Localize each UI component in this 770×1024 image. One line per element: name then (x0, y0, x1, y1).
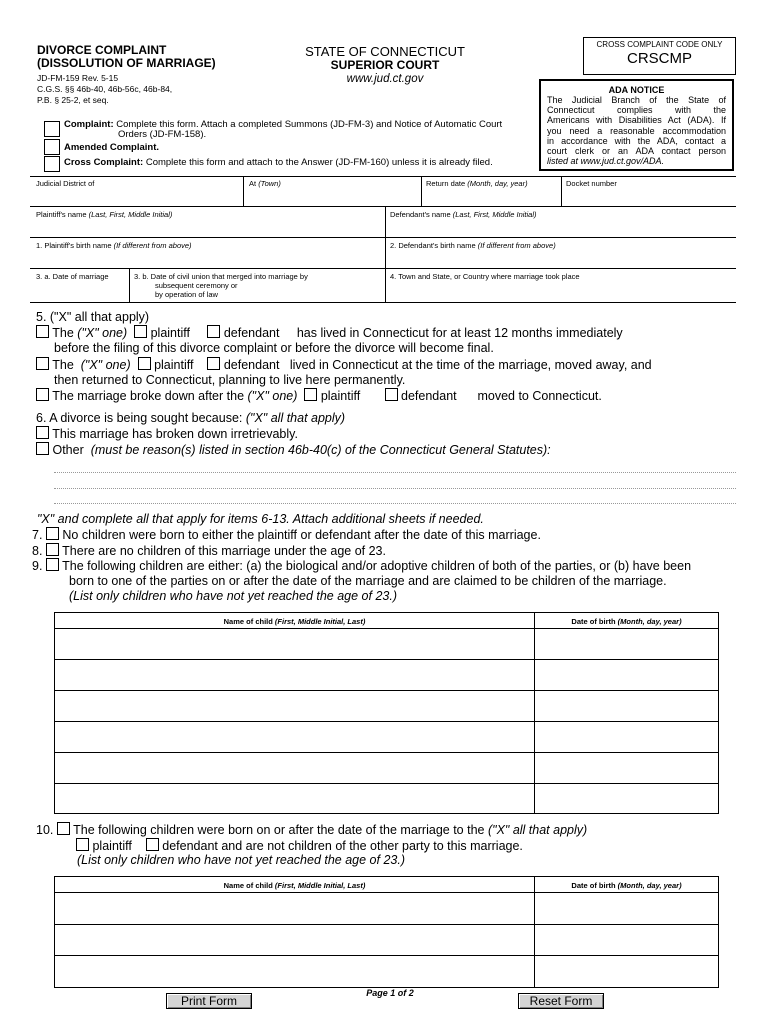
reset-form-button[interactable]: Reset Form (518, 993, 604, 1009)
item10-defendant: defendant and are not children of the other party to this marriage. (162, 839, 523, 853)
col-dob-label: Date of birth (571, 881, 616, 890)
return-date-field[interactable] (426, 179, 528, 188)
item5-opt2-cont: then returned to Connecticut, planning to live here permanently. (54, 373, 406, 387)
at-town-field[interactable] (249, 179, 281, 188)
item5-opt1-text: has lived in Connecticut for at least 12 months immediately (296, 326, 623, 340)
item5-opt2-checkbox[interactable] (36, 357, 49, 370)
item6-other-hint: (must be reason(s) listed in section 46b-40(c) of the Connecticut General Statutes): (90, 443, 551, 457)
plaintiff-name-hint: (Last, First, Middle Initial) (88, 210, 173, 219)
cross-label: Cross Complaint: (64, 157, 144, 168)
ada-line: Connecticut complies with the (547, 105, 726, 116)
complaint-checkbox[interactable] (44, 121, 60, 137)
ada-notice (539, 79, 734, 171)
plaintiff-name-label: Plaintiff's name (36, 210, 87, 219)
judicial-district-field[interactable] (36, 179, 94, 188)
amended-checkbox[interactable] (44, 139, 60, 155)
item5-opt3-plaintiff-checkbox[interactable] (304, 388, 317, 401)
item9 (32, 558, 691, 574)
cross-text: Complete this form and attach to the Answer (JD-FM-160) unless it is already filed. (145, 157, 493, 168)
item5-option2 (36, 357, 652, 373)
children-table-1 (54, 612, 719, 814)
item8 (32, 543, 386, 559)
plaintiff-name-field[interactable] (36, 210, 172, 219)
item5-opt3-tail: moved to Connecticut. (477, 389, 602, 403)
table-row[interactable] (55, 924, 718, 925)
item6-option1 (36, 426, 298, 442)
item5-plaintiff: plaintiff (150, 326, 190, 340)
docket-number-field[interactable] (566, 179, 617, 188)
item9-text: The following children are either: (a) the biological and/or adoptive children of both of the parties, or (b) have been (62, 559, 692, 573)
defendant-name-label: Defendant's name (390, 210, 451, 219)
item6-opt1-text: This marriage has broken down irretrievably. (52, 427, 298, 441)
item7-number: 7. (32, 528, 43, 542)
item5-plaintiff: plaintiff (154, 358, 194, 372)
item8-text: There are no children of this marriage under the age of 23. (62, 544, 386, 558)
items-instruction: "X" and complete all that apply for items 6-13. Attach additional sheets if needed. (37, 512, 484, 526)
civil-union-field[interactable] (134, 272, 308, 299)
defendant-birth-hint: (If different from above) (477, 241, 556, 250)
item10-defendant-checkbox[interactable] (146, 838, 159, 851)
item5-opt3-defendant-checkbox[interactable] (385, 388, 398, 401)
civil-union-label: subsequent ceremony or (155, 281, 238, 290)
grid-line (421, 176, 422, 206)
item10-number: 10. (36, 823, 54, 837)
at-hint: (Town) (258, 179, 281, 188)
reason-line-3[interactable] (54, 503, 736, 504)
item5-heading-text: 5. ("X" all that apply) (36, 310, 150, 324)
print-form-button[interactable]: Print Form (166, 993, 252, 1009)
item9-cont: born to one of the parties on or after the date of the marriage and are claimed to be children of the marriage. (69, 574, 667, 588)
item5-opt1-checkbox[interactable] (36, 325, 49, 338)
item6-heading (36, 411, 345, 426)
table-divider (534, 877, 535, 987)
table-row[interactable] (55, 628, 718, 629)
table-row[interactable] (55, 752, 718, 753)
item5-the: The (52, 326, 74, 340)
code-box (583, 37, 736, 75)
ada-line: Americans with Disabilities Act (ADA). If (547, 115, 726, 126)
court-header (280, 45, 490, 86)
grid-line (30, 176, 736, 177)
item9-checkbox[interactable] (46, 558, 59, 571)
item5-plaintiff: plaintiff (320, 389, 361, 403)
item5-x-one: ("X" one) (80, 358, 131, 372)
form-title (37, 44, 216, 70)
item5-option3 (36, 388, 602, 404)
item5-heading (36, 310, 149, 325)
form-number: JD-FM-159 Rev. 5-15 (37, 73, 119, 83)
children-table-2 (54, 876, 719, 988)
return-date-label: Return date (426, 179, 466, 188)
judicial-district-label: Judicial District of (36, 179, 95, 188)
code-value[interactable]: CRSCMP (626, 50, 692, 67)
ada-line: you need a reasonable accommodation (547, 125, 726, 136)
item8-number: 8. (32, 544, 43, 558)
item5-opt3-text: The marriage broke down after the (52, 389, 245, 403)
complaint-text: Complete this form. Attach a completed Summons (JD-FM-3) and Notice of Automatic Court (116, 119, 503, 130)
complaint-label: Complaint: (64, 119, 114, 130)
statutes: C.G.S. §§ 46b-40, 46b-56c, 46b-84, (37, 84, 173, 94)
table2-dob-header (535, 880, 718, 891)
civil-union-label: 3. b. Date of civil union that merged into marriage by (134, 272, 308, 281)
marriage-date-label: 3. a. Date of marriage (36, 272, 109, 281)
marriage-place-field[interactable] (390, 272, 580, 281)
state-name: STATE OF CONNECTICUT (305, 44, 465, 59)
item6-heading-hint: ("X" all that apply) (245, 411, 346, 425)
item5-opt2-defendant-checkbox[interactable] (207, 357, 220, 370)
item6-other: Other (52, 443, 84, 457)
item5-defendant: defendant (401, 389, 457, 403)
table2-name-header (55, 880, 534, 891)
item10-checkbox[interactable] (57, 822, 70, 835)
grid-line (30, 237, 736, 238)
col-dob-hint: (Month, day, year) (617, 617, 682, 626)
item5-x-one: ("X" one) (247, 389, 298, 403)
grid-line (30, 302, 736, 303)
item6-other-checkbox[interactable] (36, 442, 49, 455)
grid-line (243, 176, 244, 206)
grid-line (129, 268, 130, 302)
grid-line (30, 206, 736, 207)
practice-book: P.B. § 25-2, et seq. (37, 95, 109, 105)
table1-dob-header (535, 616, 718, 627)
plaintiff-birth-label: 1. Plaintiff's birth name (36, 241, 112, 250)
table1-name-header (55, 616, 534, 627)
ada-line: in accordance with the ADA, contact a (547, 135, 726, 146)
item10-parties (76, 838, 523, 854)
item7 (32, 527, 541, 543)
grid-line (30, 268, 736, 269)
cross-complaint-checkbox[interactable] (44, 156, 60, 172)
ada-title: ADA NOTICE (608, 85, 665, 95)
col-name-hint: (First, Middle Initial, Last) (274, 881, 366, 890)
marriage-place-label: 4. Town and State, or Country where marriage took place (390, 272, 580, 281)
item8-checkbox[interactable] (46, 543, 59, 556)
item6-heading-text: 6. A divorce is being sought because: (36, 411, 243, 425)
grid-line (385, 206, 386, 302)
item6-irretrievable-checkbox[interactable] (36, 426, 49, 439)
ada-line: court clerk or an ADA contact person (547, 146, 726, 157)
item5-x-one: ("X" one) (77, 326, 128, 340)
col-dob-hint: (Month, day, year) (617, 881, 682, 890)
item5-defendant: defendant (223, 326, 280, 340)
item9-number: 9. (32, 559, 43, 573)
court-website: www.jud.ct.gov (346, 73, 424, 85)
col-name-hint: (First, Middle Initial, Last) (274, 617, 366, 626)
defendant-birth-label: 2. Defendant's birth name (390, 241, 476, 250)
col-dob-label: Date of birth (571, 617, 616, 626)
table-row[interactable] (55, 955, 718, 956)
page-number: Page 1 of 2 (366, 988, 414, 998)
reason-line-1[interactable] (54, 472, 736, 473)
docket-number-label: Docket number (566, 179, 617, 188)
ada-line: The Judicial Branch of the State of (547, 95, 726, 105)
item6-option2 (36, 442, 551, 458)
defendant-name-hint: (Last, First, Middle Initial) (452, 210, 537, 219)
item10-note: (List only children who have not yet reached the age of 23.) (77, 853, 405, 867)
item10 (36, 822, 587, 838)
item5-opt2-plaintiff-checkbox[interactable] (138, 357, 151, 370)
col-name-label: Name of child (223, 617, 273, 626)
table-row[interactable] (55, 659, 718, 660)
complaint-line-2: Orders (JD-FM-158). (118, 129, 207, 140)
table-row[interactable] (55, 783, 718, 784)
item10-plaintiff: plaintiff (92, 839, 132, 853)
at-label: At (249, 179, 257, 188)
item5-opt1-cont: before the filing of this divorce complaint or before the divorce will become final. (54, 341, 494, 355)
return-date-hint: (Month, day, year) (467, 179, 528, 188)
table-row[interactable] (55, 721, 718, 722)
court-name: SUPERIOR COURT (330, 58, 440, 72)
defendant-birth-field[interactable] (390, 241, 556, 250)
item7-text: No children were born to either the plaintiff or defendant after the date of this marriage. (62, 528, 541, 542)
item5-opt2-text: lived in Connecticut at the time of the marriage, moved away, and (289, 358, 652, 372)
item5-opt1-defendant-checkbox[interactable] (207, 325, 220, 338)
item5-opt1-plaintiff-checkbox[interactable] (134, 325, 147, 338)
code-label: CROSS COMPLAINT CODE ONLY (596, 40, 723, 49)
item7-checkbox[interactable] (46, 527, 59, 540)
amended-label: Amended Complaint. (64, 142, 160, 153)
plaintiff-birth-field[interactable] (36, 241, 192, 250)
item10-plaintiff-checkbox[interactable] (76, 838, 89, 851)
item9-note: (List only children who have not yet reached the age of 23.) (69, 589, 397, 603)
title-line-2: (DISSOLUTION OF MARRIAGE) (37, 56, 216, 70)
item10-text: The following children were born on or after the date of the marriage to the (73, 823, 485, 837)
item10-hint: ("X" all that apply) (487, 823, 588, 837)
title-line-1: DIVORCE COMPLAINT (37, 43, 167, 57)
item5-defendant: defendant (223, 358, 280, 372)
marriage-date-field[interactable] (36, 272, 109, 281)
ada-line: listed at www.jud.ct.gov/ADA. (547, 156, 665, 167)
item5-option1 (36, 325, 623, 341)
cross-line (64, 157, 493, 168)
col-name-label: Name of child (223, 881, 273, 890)
plaintiff-birth-hint: (If different from above) (113, 241, 192, 250)
reason-line-2[interactable] (54, 488, 736, 489)
table-row[interactable] (55, 892, 718, 893)
grid-line (561, 176, 562, 206)
defendant-name-field[interactable] (390, 210, 537, 219)
item5-the: The (52, 358, 74, 372)
civil-union-label: by operation of law (155, 290, 218, 299)
table-row[interactable] (55, 690, 718, 691)
item5-opt3-checkbox[interactable] (36, 388, 49, 401)
